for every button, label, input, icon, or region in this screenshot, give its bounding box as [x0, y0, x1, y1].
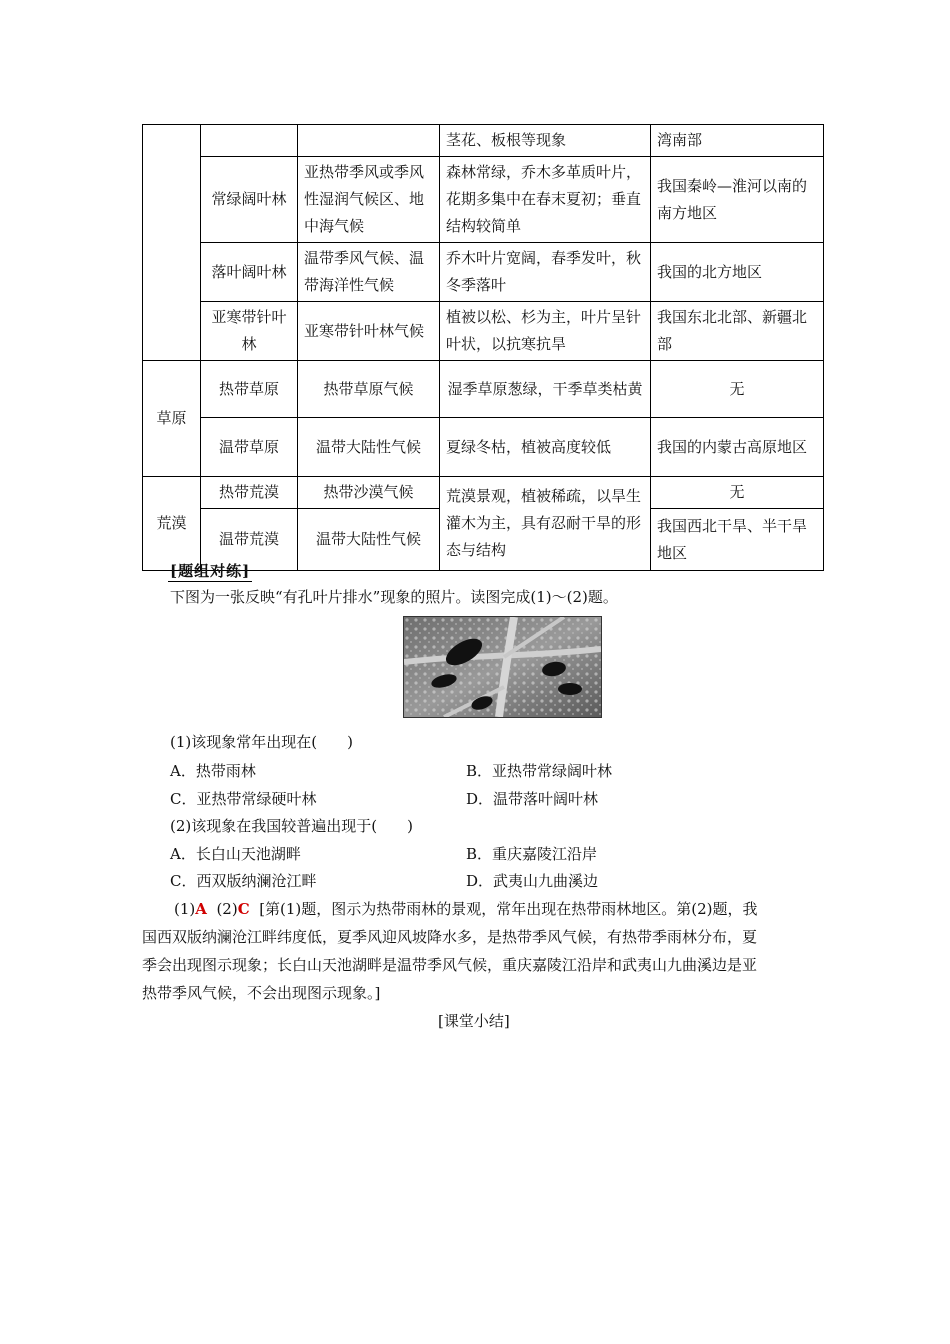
- answer-2: C: [237, 900, 250, 918]
- leaf-photo-image: [404, 617, 601, 717]
- table-cell: 植被以松、杉为主，叶片呈针叶状，以抗寒抗旱: [440, 302, 651, 361]
- table-row: [143, 477, 824, 509]
- table-cell: 我国西北干旱、半干旱地区: [651, 509, 824, 571]
- q1-option-b: B．亚热带常绿阔叶林: [466, 762, 613, 780]
- table-cell: 我国东北北部、新疆北部: [651, 302, 824, 361]
- explanation-2: 国西双版纳澜沧江畔纬度低，夏季风迎风坡降水多，是热带季风气候，有热带季雨林分布，夏: [142, 928, 758, 946]
- answer-label-2: (2): [216, 900, 238, 918]
- table-row: [143, 418, 824, 477]
- table-cell: 温带荒漠: [201, 509, 298, 571]
- answer-label-1: (1): [174, 900, 196, 918]
- answer-line-1: [174, 898, 758, 919]
- q1-option-d: D．温带落叶阔叶林: [466, 790, 599, 808]
- explanation-1: [第(1)题，图示为热带雨林的景观，常年出现在热带雨林地区。第(2)题，我: [259, 900, 758, 918]
- explanation-4: 热带季风气候，不会出现图示现象。]: [142, 984, 381, 1002]
- table-cell: 我国的北方地区: [651, 243, 824, 302]
- table-cell: 热带草原: [201, 361, 298, 418]
- table-cell: 温带季风气候、温带海洋性气候: [298, 243, 440, 302]
- table-cell: 荒漠景观，植被稀疏，以旱生灌木为主，具有忍耐干旱的形态与结构: [440, 477, 651, 571]
- table-cell: 温带草原: [201, 418, 298, 477]
- table-row: [143, 157, 824, 243]
- q2-stem: (2)该现象在我国较普遍出现于( ): [170, 817, 413, 835]
- table-cell: 我国秦岭—淮河以南的南方地区: [651, 157, 824, 243]
- table-cell: 茎花、板根等现象: [440, 125, 651, 157]
- q1-stem: (1)该现象常年出现在( ): [170, 733, 353, 751]
- table-cell: 乔木叶片宽阔，春季发叶，秋冬季落叶: [440, 243, 651, 302]
- table-cell: 亚寒带针叶林气候: [298, 302, 440, 361]
- q1-option-a: A．热带雨林: [170, 762, 256, 780]
- table-cell: 亚热带季风或季风性湿润气候区、地中海气候: [298, 157, 440, 243]
- table-cell: 热带草原气候: [298, 361, 440, 418]
- vegetation-table: [142, 124, 824, 571]
- table-cell: 无: [651, 477, 824, 509]
- q2-option-c: C．西双版纳澜沧江畔: [170, 872, 317, 890]
- summary-heading: [课堂小结]: [438, 1012, 510, 1030]
- table-row: [143, 302, 824, 361]
- table-row: [143, 125, 824, 157]
- table-cell: 夏绿冬枯，植被高度较低: [440, 418, 651, 477]
- table-cell: 温带大陆性气候: [298, 509, 440, 571]
- table-row: [143, 243, 824, 302]
- table-cell: 湿季草原葱绿，干季草类枯黄: [440, 361, 651, 418]
- q2-option-b: B．重庆嘉陵江沿岸: [466, 845, 598, 863]
- table-cell: 湾南部: [651, 125, 824, 157]
- table-cell: 温带大陆性气候: [298, 418, 440, 477]
- table-cell: 常绿阔叶林: [201, 157, 298, 243]
- q2-option-d: D．武夷山九曲溪边: [466, 872, 599, 890]
- table-cell: 无: [651, 361, 824, 418]
- table-cell: 热带荒漠: [201, 477, 298, 509]
- answer-1: A: [195, 900, 207, 918]
- table-cell: 荒漠: [143, 477, 201, 571]
- q2-option-a: A．长白山天池湖畔: [170, 845, 301, 863]
- leaf-photo: [403, 616, 602, 718]
- table-cell: 草原: [143, 361, 201, 477]
- table-cell: [143, 125, 201, 361]
- table-cell: 亚寒带针叶林: [201, 302, 298, 361]
- table-cell: 我国的内蒙古高原地区: [651, 418, 824, 477]
- section-tag: [题组对练]: [170, 562, 251, 580]
- table-row: [143, 361, 824, 418]
- question-intro: 下图为一张反映“有孔叶片排水”现象的照片。读图完成(1)～(2)题。: [170, 588, 618, 606]
- table-cell: [201, 125, 298, 157]
- explanation-3: 季会出现图示现象；长白山天池湖畔是温带季风气候，重庆嘉陵江沿岸和武夷山九曲溪边是亚: [142, 956, 758, 974]
- table-cell: 热带沙漠气候: [298, 477, 440, 509]
- table-cell: [298, 125, 440, 157]
- q1-option-c: C．亚热带常绿硬叶林: [170, 790, 317, 808]
- table-cell: 落叶阔叶林: [201, 243, 298, 302]
- table-cell: 森林常绿，乔木多革质叶片，花期多集中在春末夏初；垂直结构较简单: [440, 157, 651, 243]
